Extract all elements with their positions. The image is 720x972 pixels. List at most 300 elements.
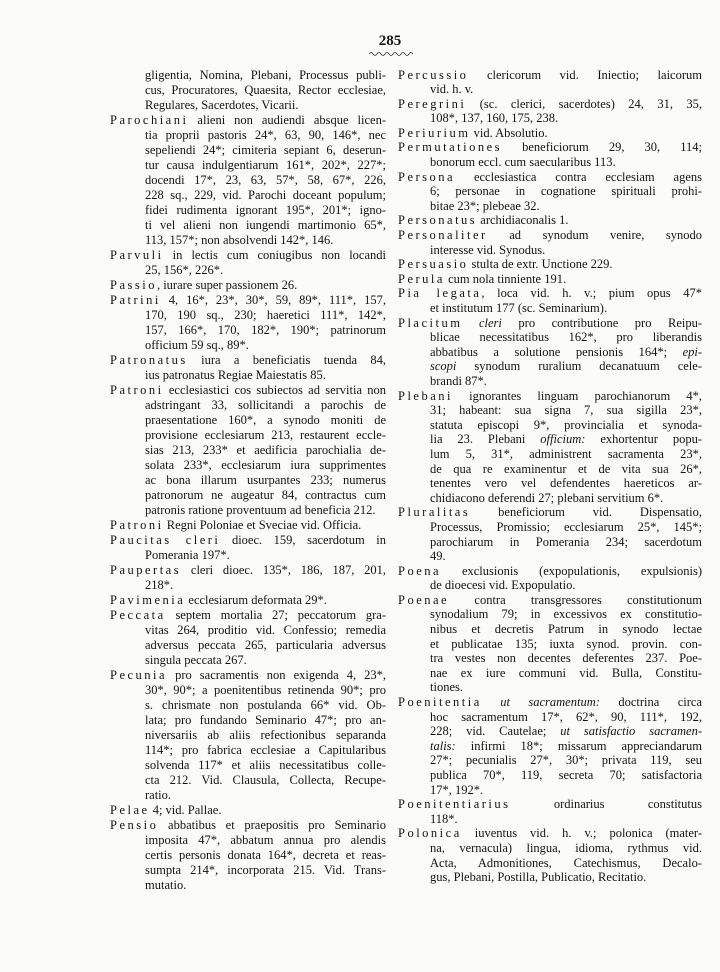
index-line [110, 803, 386, 818]
line-text: beneficiorum 29, 30, 114; [502, 140, 702, 155]
index-entry [398, 140, 702, 169]
index-line [398, 710, 702, 725]
index-line [110, 833, 386, 848]
line-text: et publicatae 135; iuxta synod. provin. con- [430, 636, 702, 651]
index-line [398, 520, 702, 535]
index-line [110, 203, 386, 218]
index-line [398, 418, 702, 433]
index-line [110, 668, 386, 683]
index-line [110, 638, 386, 653]
line-text: ac bona illarum usurpantes 233; numerus [145, 472, 386, 487]
line-text: 17*, 192*. [430, 782, 484, 797]
line-text: mutatio. [145, 877, 187, 892]
index-line [110, 248, 386, 263]
entry-head: Pecunia [110, 667, 168, 682]
index-line [398, 301, 702, 316]
entry-head: Persona [398, 169, 456, 184]
line-text: blicae necessitatibus 162*, pro liberandis [430, 330, 702, 345]
index-line [398, 286, 702, 301]
line-text: dioec. 159, sacerdotum in [220, 532, 386, 547]
line-text: in lectis cum coniugibus non locandi [163, 247, 386, 262]
italic-text: cleri [478, 315, 502, 330]
index-line [110, 593, 386, 608]
line-text: adversus peccata 265, particularia adversus [145, 637, 386, 652]
line-text: tenentes vero vel defendentes haereticos ar- [430, 476, 702, 491]
index-line [398, 666, 702, 681]
line-text: niversariis ab aliis refectionibus separanda [145, 727, 386, 742]
entry-head: Percussio [398, 67, 469, 82]
index-line [398, 607, 702, 622]
line-text: ratio. [145, 787, 172, 802]
index-line [110, 278, 386, 293]
index-line [110, 383, 386, 398]
index-entry [398, 68, 702, 97]
index-line [398, 724, 702, 739]
line-text: solvenda 117* et aliis necessitatibus colle- [145, 757, 386, 772]
line-text: stulta de extr. Unctione 229. [468, 257, 613, 272]
line-text: cta 212. Vid. Clausula, Collecta, Recupe- [145, 772, 386, 787]
index-line [110, 83, 386, 98]
entry-head: Parvuli [110, 247, 164, 262]
index-line [398, 155, 702, 170]
entry-head: Paucitas cleri [110, 532, 221, 547]
index-line [398, 564, 702, 579]
line-text: lata; pro fundando Seminario 47*; pro an- [145, 712, 386, 727]
index-line [110, 488, 386, 503]
line-text: solata 233*, ecclesiarum iura supprimentes [145, 457, 386, 472]
line-text: tia proprii pastoris 24*, 63, 90, 146*, nec [145, 127, 386, 142]
line-text: Regulares, Sacerdotes, Vicarii. [145, 97, 299, 112]
index-line [110, 68, 386, 83]
index-line [398, 462, 702, 477]
index-entry [398, 257, 702, 272]
index-line [398, 739, 702, 754]
index-line [110, 218, 386, 233]
index-entry [398, 170, 702, 214]
line-text: (sc. clerici, sacerdotes) 24, 31, 35, [466, 96, 702, 111]
index-line [110, 233, 386, 248]
index-line [110, 458, 386, 473]
index-entry [398, 97, 702, 126]
entry-head: Pavimenia [110, 592, 186, 607]
index-line [398, 680, 702, 695]
italic-text: scopi [430, 359, 457, 374]
index-line [110, 158, 386, 173]
line-text: 4, 16*, 23*, 30*, 59, 89*, 111*, 157, [160, 292, 386, 307]
entry-head: Poenae [398, 592, 450, 607]
entry-head: Plebani [398, 388, 453, 403]
index-line [398, 389, 702, 404]
line-text: publica 70*, 119, secreta 70; satisfactoria [430, 768, 702, 782]
line-text: nae ex iure communi vid. Bulla, Constitu- [430, 665, 702, 680]
line-text: chidiacono deferendi 27; plebani servitium 6*. [430, 490, 664, 505]
index-line [398, 243, 702, 258]
entry-head: Placitum [398, 315, 463, 330]
index-line [110, 428, 386, 443]
index-line [398, 68, 702, 83]
index-entry [110, 113, 386, 248]
entry-head: Periurium [398, 125, 471, 140]
index-line [398, 316, 702, 331]
index-entry [110, 668, 386, 803]
index-entry [398, 593, 702, 695]
index-line [398, 753, 702, 768]
line-text: bitae 23*; plebeae 32. [430, 198, 540, 213]
line-text: patronis ratione proventuum ad beneficia 212. [145, 502, 376, 517]
index-entry [398, 505, 702, 563]
index-entry [398, 286, 702, 315]
index-line [398, 695, 702, 710]
line-text: 228 sq., 229, vid. Parochi doceant populum; [145, 187, 386, 202]
line-text: 218*. [145, 577, 174, 592]
index-entry [110, 563, 386, 593]
index-entry [110, 818, 386, 893]
line-text: , loca vid. h. v.; pium opus 47* [481, 286, 702, 301]
line-text: nibus et decretis Patrum in synodo lectae [430, 622, 702, 637]
line-text: alieni non audiendi absque licen- [188, 112, 386, 127]
line-text: ad synodum venire, synodo [487, 228, 702, 243]
line-text: 31; habeant: sua signa 7, sua sigilla 23*, [430, 403, 702, 418]
index-line [398, 578, 702, 593]
index-line [110, 773, 386, 788]
index-entry [110, 608, 386, 668]
line-text: 228; vid. Cautelae; [430, 724, 561, 739]
index-line [110, 863, 386, 878]
index-line [110, 323, 386, 338]
index-entry [398, 797, 702, 826]
index-line [110, 533, 386, 548]
index-entry [110, 533, 386, 563]
index-line [110, 518, 386, 533]
index-line [398, 797, 702, 812]
index-entry [398, 228, 702, 257]
index-line [110, 713, 386, 728]
index-column-right [398, 68, 702, 885]
line-text: Regni Poloniae et Sveciae vid. Officia. [163, 517, 362, 532]
line-text: beneficiorum vid. Dispensatio, [470, 505, 702, 520]
index-line [398, 330, 702, 345]
entry-head: Perula [398, 271, 445, 286]
entry-head: Pelae [110, 802, 150, 817]
index-line [398, 170, 702, 185]
page-number: 285 [378, 33, 402, 49]
entry-head: Paupertas [110, 562, 182, 577]
index-line [398, 432, 702, 447]
index-line [110, 743, 386, 758]
index-line [110, 173, 386, 188]
index-line [398, 228, 702, 243]
italic-text: talis: [430, 738, 456, 753]
entry-head: Poenitentiarius [398, 797, 511, 812]
entry-head: Passio [110, 277, 157, 292]
entry-head: Poenitentia [398, 695, 482, 710]
index-line [110, 443, 386, 458]
line-text: lum 5, 31*, administrent sacramenta 23*, [430, 446, 702, 461]
index-line [110, 353, 386, 368]
line-text [482, 695, 500, 709]
index-line [398, 257, 702, 272]
index-line [110, 623, 386, 638]
index-line [110, 683, 386, 698]
line-text: 114*; pro fabrica ecclesiae a Capitularibus [145, 742, 386, 757]
index-line [398, 476, 702, 491]
line-text: 157, 166*, 170, 182*, 190*; patrinorum [145, 322, 386, 337]
line-text: Pomerania 197*. [145, 547, 230, 562]
line-text: officium 59 sq., 89*. [145, 337, 249, 352]
index-line [398, 403, 702, 418]
index-line [398, 812, 702, 827]
index-line [398, 491, 702, 506]
index-line [398, 111, 702, 126]
index-line [398, 870, 702, 885]
line-text: pro contributione pro Reipu- [501, 315, 703, 330]
index-line [398, 345, 702, 360]
line-text: exclusionis (expopulationis, expulsionis) [441, 563, 702, 578]
line-text: brandi 87*. [430, 373, 487, 388]
line-text: clericorum vid. Iniectio; laicorum [468, 67, 702, 82]
line-text: fidei rudimenta ignorant 195*, 201*; igno- [145, 202, 386, 217]
index-line [398, 184, 702, 199]
entry-head: Persuasio [398, 257, 469, 272]
line-text: ecclesiarum deformata 29*. [185, 592, 327, 607]
line-text: 108*, 137, 160, 175, 238. [430, 111, 559, 126]
index-entry [110, 593, 386, 608]
index-line [398, 505, 702, 520]
index-line [110, 728, 386, 743]
line-text: pro sacramentis non exigenda 4, 23*, [167, 667, 386, 682]
line-text: de dioecesi vid. Expopulatio. [430, 578, 576, 593]
line-text: abbatibus a solutione pensionis 164*; [430, 344, 683, 359]
index-line [398, 97, 702, 112]
line-text: cleri dioec. 135*, 186, 187, 201, [181, 562, 386, 577]
line-text: patronorum ne augeatur 84, contractus cum [145, 487, 386, 502]
entry-head: Poena [398, 563, 442, 578]
index-line [110, 503, 386, 518]
index-entry [110, 383, 386, 518]
line-text: s. chrismate non postulanda 66* vid. Ob- [145, 697, 386, 712]
index-line [398, 841, 702, 856]
index-entry [110, 803, 386, 818]
index-line [398, 826, 702, 841]
index-line [110, 653, 386, 668]
line-text: bonorum eccl. cum saecularibus 113. [430, 155, 616, 170]
index-line [398, 359, 702, 374]
index-line [110, 263, 386, 278]
line-text: cum nola tinniente 191. [444, 271, 567, 286]
line-text: septem mortalia 27; peccatorum gra- [165, 607, 386, 622]
index-entry [398, 213, 702, 228]
index-line [110, 578, 386, 593]
index-line [110, 818, 386, 833]
line-text: lia 23. Plebani [430, 432, 541, 447]
line-text: vitas 264, proditio vid. Confessio; remedia [145, 622, 386, 637]
index-line [110, 113, 386, 128]
line-text: de qua re examinentur et de vita sua 26*, [430, 461, 702, 476]
italic-text: officium: [540, 432, 586, 447]
index-line [398, 199, 702, 214]
index-line [398, 637, 702, 652]
index-line [110, 143, 386, 158]
index-entry [398, 389, 702, 506]
line-text: 30*, 90*; a poenitentibus retinenda 90*; pro [145, 682, 386, 697]
line-text: tra vestes non decentes deferentes 237. Poe- [430, 651, 702, 666]
index-line [110, 473, 386, 488]
line-text: ti vel alieni non iungendi martimonio 65*, [145, 217, 386, 232]
index-line [110, 608, 386, 623]
line-text: gus, Plebani, Postilla, Publicatio, Recitatio. [430, 870, 647, 885]
index-line [110, 563, 386, 578]
index-line [398, 651, 702, 666]
italic-text: ut sacramentum: [500, 695, 600, 710]
line-text: 27*; pecunialis 27*, 30*; privata 119, seu [430, 753, 702, 768]
entry-head: Patroni [110, 517, 164, 532]
entry-head: Patroni [110, 382, 164, 397]
entry-head: Permutationes [398, 140, 503, 155]
index-entry [110, 278, 386, 293]
line-text: Processus, Promissio; ecclesiarum 25*, 145*; [430, 519, 702, 534]
line-text: synodum ruralium decanatuum cele- [456, 359, 702, 374]
line-text: sepeliendi 24*; cimiteria sepiant 6, deserun- [145, 142, 386, 157]
line-text: et institutum 177 (sc. Seminarium). [430, 301, 608, 315]
index-line [110, 848, 386, 863]
index-line [398, 272, 702, 287]
line-text: praesentatione 160*, a synodo moniti de [145, 412, 386, 427]
line-text: ecclesiastica contra ecclesiam agens [455, 169, 702, 184]
index-line [398, 622, 702, 637]
entry-head: Patrini [110, 292, 161, 307]
index-line [110, 413, 386, 428]
line-text: , iurare super passionem 26. [156, 277, 298, 292]
line-text: doctrina circa [599, 695, 703, 710]
line-text: adstringant 33, sollicitandi a parochis de [145, 397, 386, 412]
line-text: docendi 17*, 23, 63, 57*, 58, 67*, 226, [145, 172, 386, 187]
line-text: vid. Absolutio. [470, 125, 548, 140]
line-text: certis personis donata 164*, decreta et reas- [145, 847, 386, 862]
line-text: iura a beneficiatis tuenda 84, [187, 352, 386, 367]
index-line [110, 788, 386, 803]
index-line [110, 398, 386, 413]
entry-head: Pia legata [398, 286, 482, 301]
index-line [110, 308, 386, 323]
line-text: 49. [430, 549, 446, 564]
index-line [398, 535, 702, 550]
line-text: na, vernacula) lingua, idioma, rythmus vid. [430, 840, 702, 855]
line-text: ignorantes linguam parochianorum 4*, [453, 388, 702, 403]
line-text: Acta, Admonitiones, Catechismus, Decalo- [430, 855, 702, 870]
entry-head: Pluralitas [398, 505, 471, 520]
index-line [398, 768, 702, 783]
italic-text: ut satisfactio sacramen- [560, 724, 702, 739]
line-text: cus, Procuratores, Quaesita, Rector ecclesiae, [145, 82, 386, 97]
line-text: ius patronatus Regiae Maiestatis 85. [145, 367, 326, 382]
index-entry [398, 272, 702, 287]
italic-text: epi- [682, 344, 702, 359]
line-text: tur causa indulgentiarum 161*, 202*, 227*; [145, 157, 386, 172]
line-text: gligentia, Nomina, Plebani, Processus publi- [145, 67, 386, 82]
line-text: singula peccata 267. [145, 652, 247, 667]
index-entry [398, 695, 702, 797]
line-text: statuta episcopi 9*, provincialia et synoda- [430, 417, 702, 432]
index-line [110, 878, 386, 893]
line-text: imposita 47*, abbatum annua pro alendis [145, 832, 386, 847]
index-line [398, 549, 702, 564]
line-text: ordinarius constitutus [510, 797, 702, 812]
index-entry [398, 826, 702, 884]
index-line [110, 293, 386, 308]
line-text: tiones. [430, 680, 463, 695]
line-text: 25, 156*, 226*. [145, 262, 224, 277]
entry-head: Polonica [398, 826, 462, 841]
line-text: provisione ecclesiarum 213, restaurent eccle- [145, 427, 386, 442]
index-line [110, 758, 386, 773]
entry-head: Parochiani [110, 112, 189, 127]
index-line [110, 128, 386, 143]
index-entry [398, 126, 702, 141]
line-text: sias 213, 233* et aedificia parochialia de- [145, 442, 386, 457]
index-entry [110, 353, 386, 383]
index-entry [110, 248, 386, 278]
index-line [398, 593, 702, 608]
line-text: contra transgressores constitutionum [449, 592, 702, 607]
entry-head: Peccata [110, 607, 166, 622]
entry-head: Personaliter [398, 228, 488, 243]
index-line [110, 338, 386, 353]
index-line [398, 140, 702, 155]
line-text: hoc sacramentum 17*, 62*, 90, 111*, 192, [430, 709, 702, 724]
index-line [110, 368, 386, 383]
line-text: parochiarum in Pomerania 234; sacerdotum [430, 534, 702, 549]
line-text: 118*. [430, 811, 458, 826]
index-entry-continued [110, 68, 386, 113]
line-text [462, 316, 479, 330]
index-entry [398, 316, 702, 389]
line-text: 4; vid. Pallae. [149, 802, 222, 817]
line-text: vid. h. v. [430, 82, 474, 97]
line-text: synodalium 79; in excessivos ex constitutio- [430, 607, 702, 622]
line-text: ecclesiastici cos subiectos ad servitia non [163, 382, 386, 397]
entry-head: Peregrini [398, 96, 467, 111]
line-text: archidiaconalis 1. [477, 213, 569, 228]
line-text: 113, 157*; non absolvendi 142*, 146. [145, 232, 334, 247]
index-line [398, 374, 702, 389]
index-line [398, 856, 702, 871]
index-line [398, 447, 702, 462]
entry-head: Personatus [398, 213, 478, 228]
line-text: exhortentur popu- [585, 432, 702, 447]
line-text: 170, 190 sq., 230; haeretici 111*, 142*, [145, 307, 386, 322]
index-line [398, 82, 702, 97]
page-number-ornament [369, 51, 413, 57]
entry-head: Patronatus [110, 352, 188, 367]
index-entry [398, 564, 702, 593]
index-line [398, 783, 702, 798]
index-line [398, 213, 702, 228]
line-text: 6; personae in cognatione spirituali prohi- [430, 184, 702, 199]
index-line [110, 548, 386, 563]
index-entry [110, 293, 386, 353]
index-line [110, 188, 386, 203]
index-line [398, 126, 702, 141]
index-line [110, 98, 386, 113]
entry-head: Pensio [110, 817, 159, 832]
line-text: iuventus vid. h. v.; polonica (mater- [461, 826, 702, 841]
line-text: sumpta 214*, incorporata 215. Vid. Trans- [145, 862, 386, 877]
line-text: interesse vid. Synodus. [430, 242, 546, 257]
index-entry [110, 518, 386, 533]
index-column-left [110, 68, 386, 893]
line-text: infirmi 18*; missarum appreciandarum [455, 738, 702, 753]
index-line [110, 698, 386, 713]
